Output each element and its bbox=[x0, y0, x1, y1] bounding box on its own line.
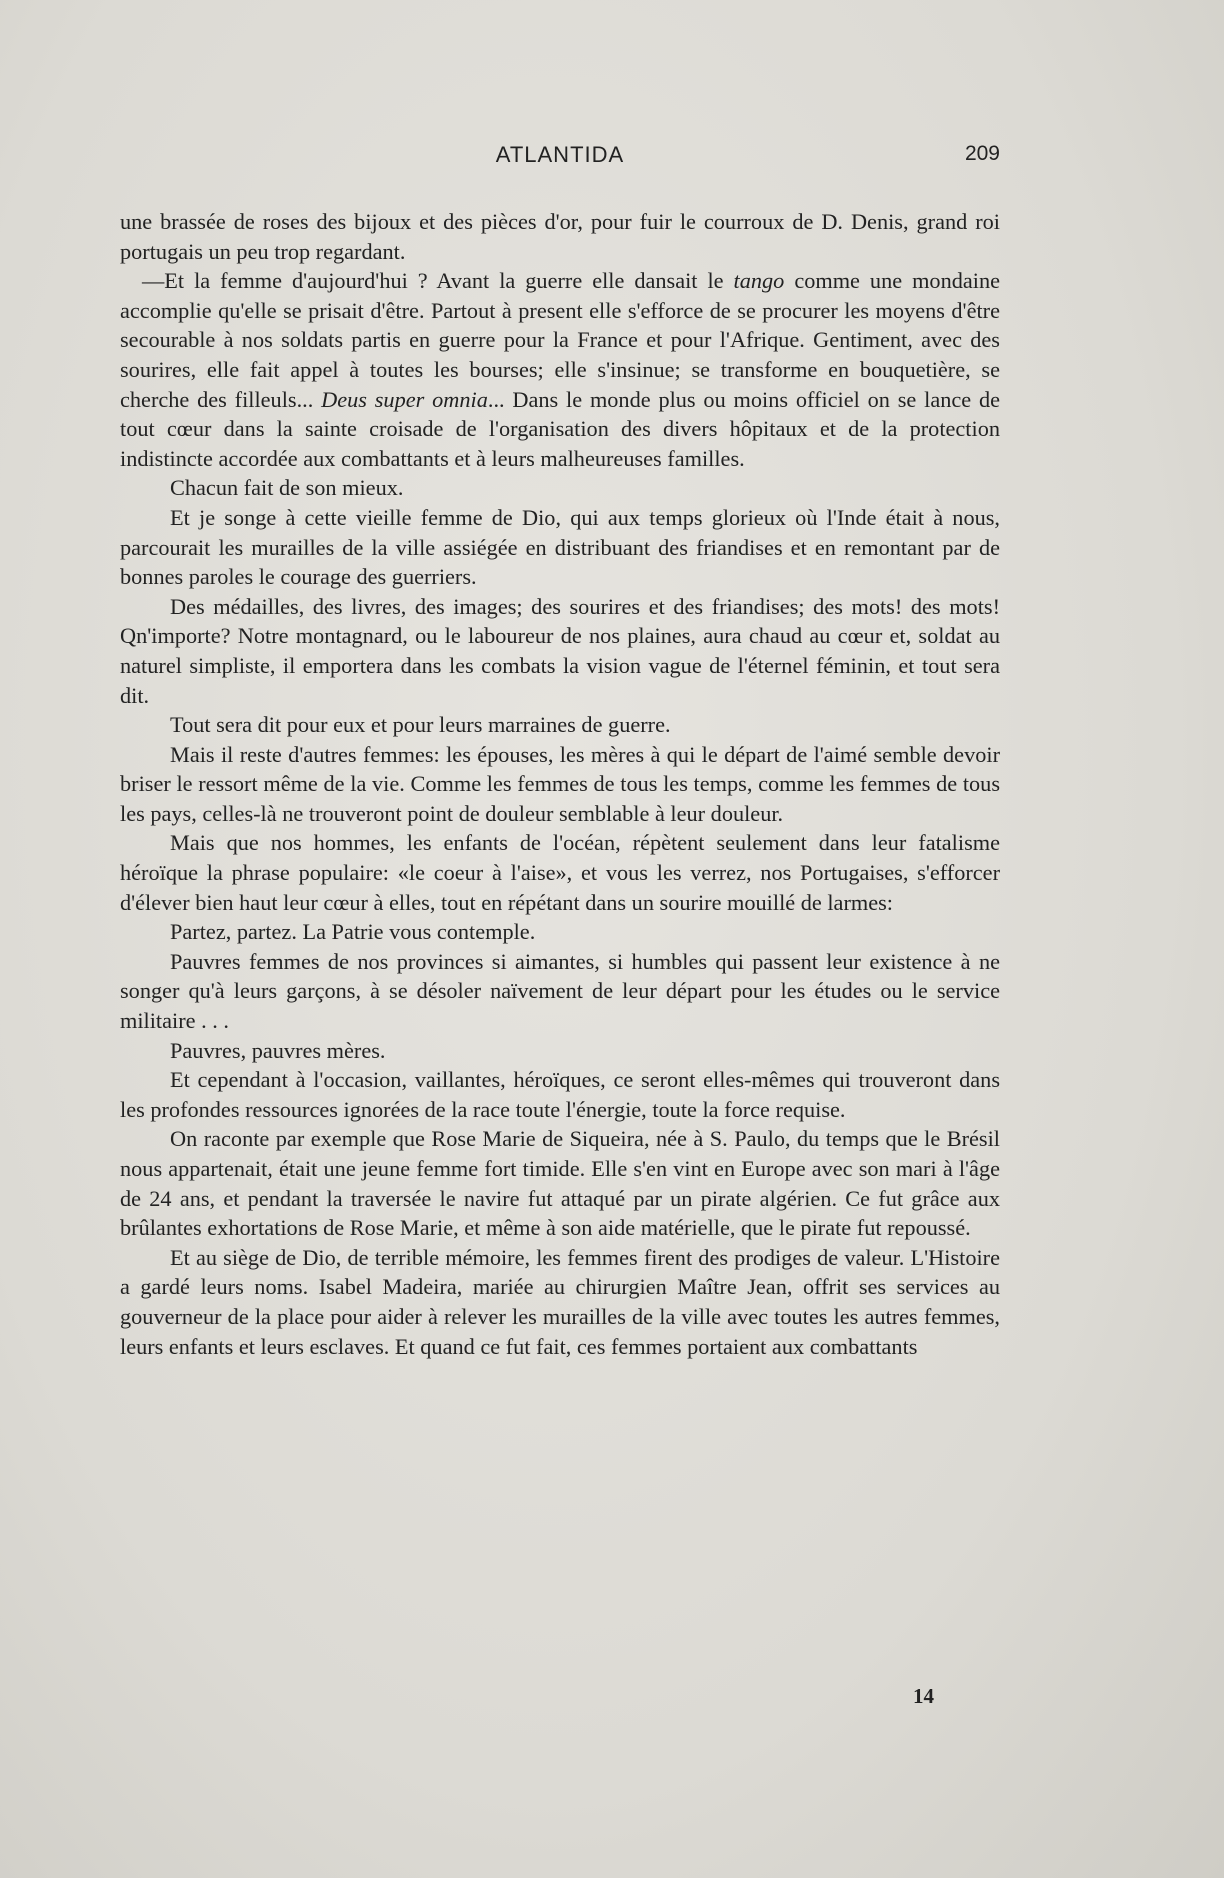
paragraph: Et cependant à l'occasion, vaillantes, héroïques, ce seront elles-mêmes qui trouveront dans les profondes ressources ignorées de la race toute l'énergie, toute la force requise. bbox=[120, 1067, 1000, 1122]
paragraph: Tout sera dit pour eux et pour leurs marraines de guerre. bbox=[170, 712, 671, 738]
paragraph: Chacun fait de son mieux. bbox=[170, 475, 404, 501]
signature-mark: 14 bbox=[913, 1684, 934, 1708]
italic-text-latin-phrase: Deus super omnia bbox=[321, 386, 488, 412]
running-title: ATLANTIDA bbox=[495, 142, 625, 167]
page-number: 209 bbox=[964, 142, 1000, 165]
paragraph: Et au siège de Dio, de terrible mémoire, les femmes firent des prodiges de valeur. L'Histoire a gardé leurs noms. Isabel Madeira, mariée au chirurgien Maître Jean, offrit ses services au gouverneur de la place pour aider à relever les murailles de la ville avec toutes les autres femmes, leurs enfants et leurs esclaves. Et quand ce fut fait, ces femmes portaient aux combattants bbox=[120, 1244, 1000, 1359]
paragraph: Et je songe à cette vieille femme de Dio, qui aux temps glorieux où l'Inde était à nous, parcourait les murailles de la ville assiégée en distribuant des friandises et en remontant par de bonnes paroles le courage des guerriers. bbox=[120, 504, 1000, 590]
paragraph: Mais il reste d'autres femmes: les épouses, les mères à qui le départ de l'aimé semble devoir briser le ressort même de la vie. Comme les femmes de tous les temps, comme les femmes de tous les pays, celles-là ne trouveront point de douleur semblable à leur douleur. bbox=[120, 741, 1000, 826]
paragraph: On raconte par exemple que Rose Marie de Siqueira, née à S. Paulo, du temps que le Brésil nous appartenait, était une jeune femme fort timide. Elle s'en vint en Europe avec son mari à l'âge de 24 ans, et pendant la traversée le navire fut attaqué par un pirate algérien. Ce fut grâce aux brûlantes exhortations de Rose Marie, et même à son aide matérielle, que le pirate fut repoussé. bbox=[120, 1126, 1000, 1241]
text-run: —Et la femme d'aujourd'hui ? Avant la guerre elle dansait le bbox=[142, 268, 734, 294]
paragraph: Pauvres, pauvres mères. bbox=[170, 1037, 386, 1063]
italic-text-tango: tango bbox=[733, 268, 785, 294]
paragraph: Des médailles, des livres, des images; des sourires et des friandises; des mots! des mots! Qn'importe? Notre montagnard, ou le laboureur de nos plaines, aura chaud au cœur et, soldat au naturel simpliste, il emportera dans les combats la vision vague de l'éternel féminin, et tout sera dit. bbox=[120, 593, 1000, 708]
page-header bbox=[120, 138, 1000, 172]
body-text bbox=[120, 207, 1000, 1361]
paragraph: Mais que nos hommes, les enfants de l'océan, répètent seulement dans leur fatalisme héroïque la phrase populaire: «le coeur à l'aise», et vous les verrez, nos Portugaises, s'efforcer d'élever bien haut leur cœur à elles, tout en répétant dans un sourire mouillé de larmes: bbox=[120, 830, 1000, 915]
paragraph: une brassée de roses des bijoux et des pièces d'or, pour fuir le courroux de D. Denis, grand roi portugais un peu trop regardant. bbox=[120, 209, 1000, 264]
paragraph bbox=[120, 266, 1000, 473]
paragraph: Pauvres femmes de nos provinces si aimantes, si humbles qui passent leur existence à ne songer qu'à leurs garçons, à se désoler naïvement de leur départ pour les études ou le service militaire . . . bbox=[120, 948, 1000, 1034]
text-run: comme une mondaine accomplie qu'elle se prisait d'être. Partout à present elle s'efforce de se procurer les moyens d'être secourable à nos soldats partis en guerre pour la France et pour l'Afrique. Gentiment, avec des sourires, elle fait appel à toutes les bourses; elle s'insinue; se transforme en bouquetière, se cherche des filleuls... bbox=[120, 268, 1001, 412]
text-run: ... Dans le monde plus ou moins officiel on se lance de tout cœur dans la sainte croisade de l'organisation des divers hôpitaux et de la protection indistincte accordée aux combattants et à leurs malheureuses familles. bbox=[120, 386, 1001, 471]
paragraph: Partez, partez. La Patrie vous contemple. bbox=[170, 919, 536, 945]
